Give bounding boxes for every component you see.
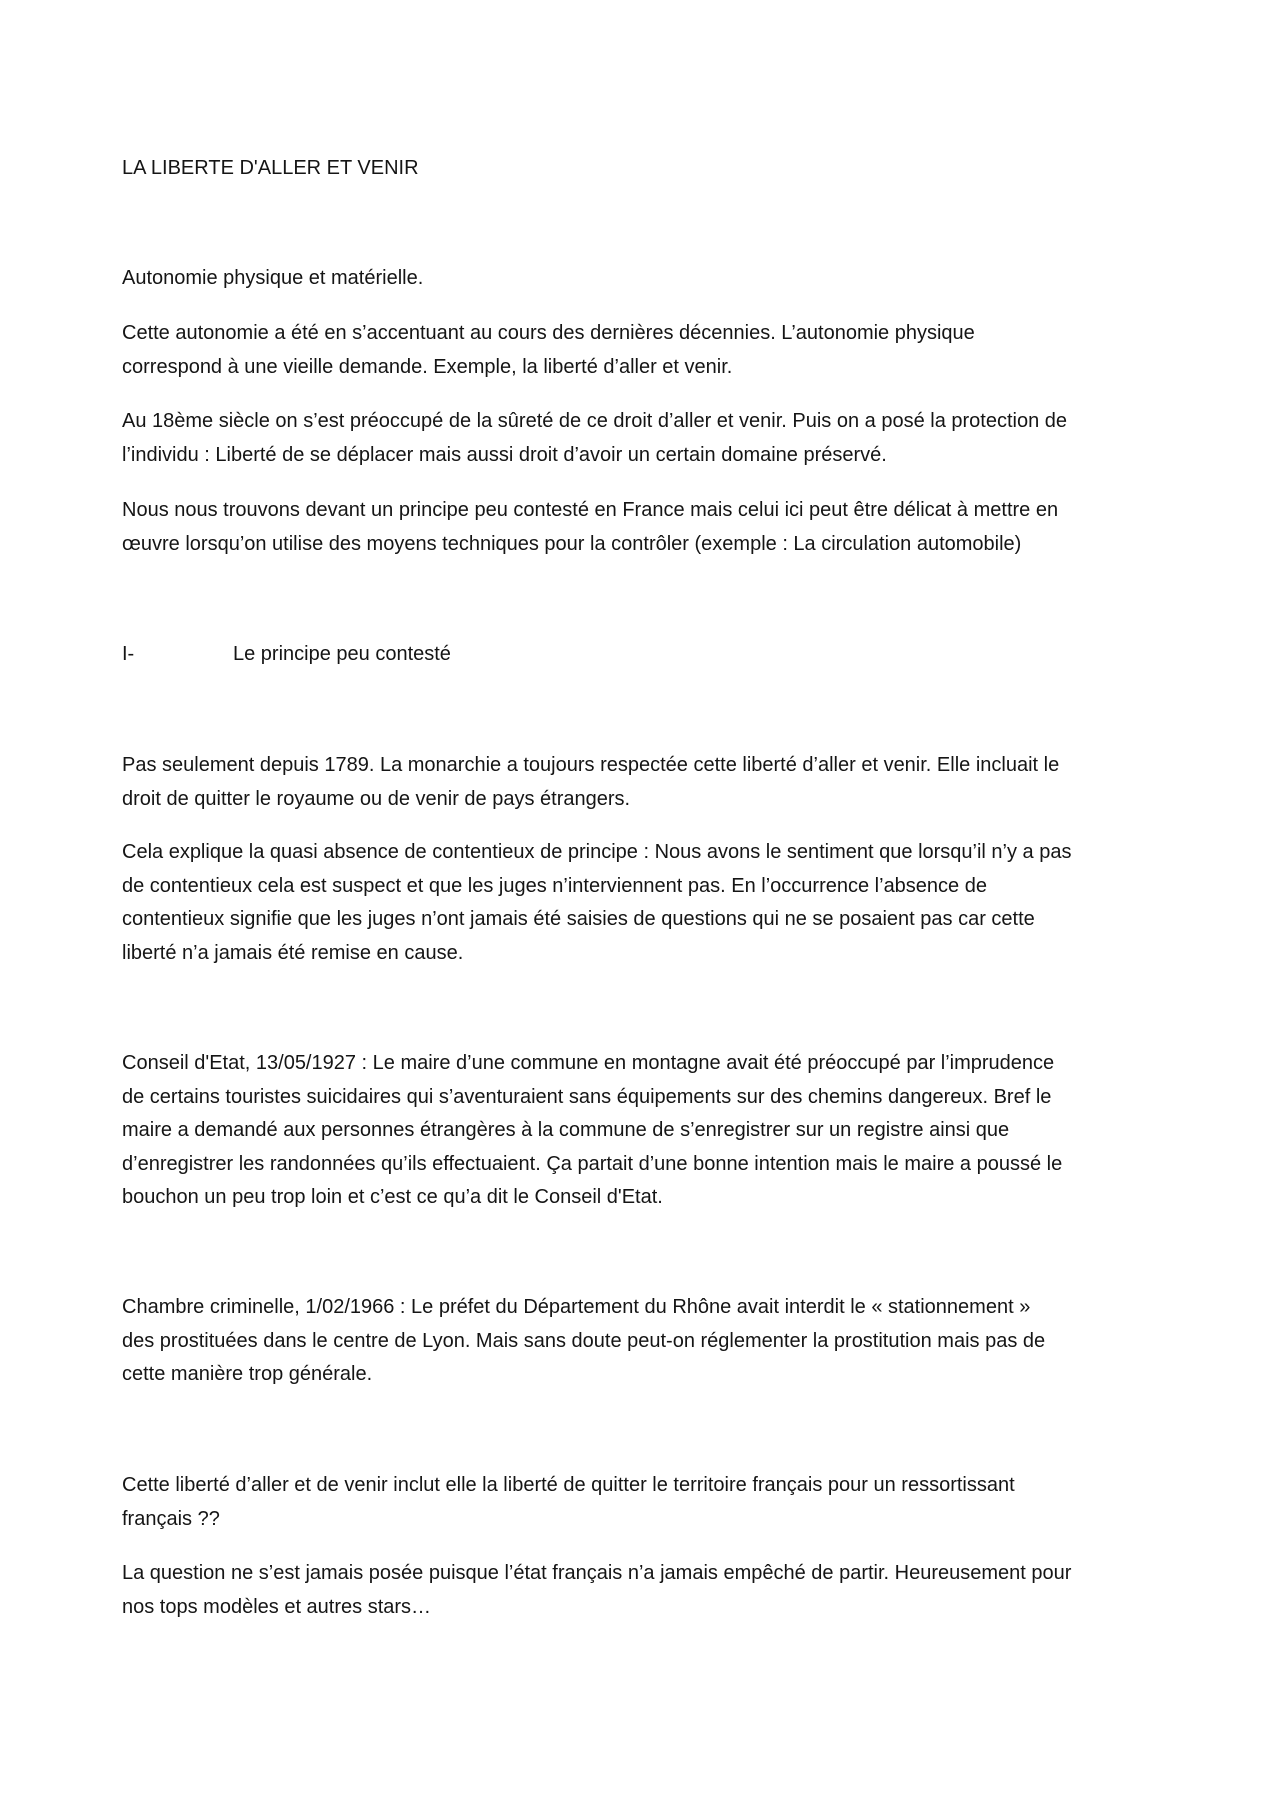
- paragraph-line: droit de quitter le royaume ou de venir de pays étrangers.: [122, 787, 631, 810]
- paragraph-line: Chambre criminelle, 1/02/1966 : Le préfet du Département du Rhône avait interdit le « stationnement »: [122, 1296, 1031, 1318]
- paragraph-line: La question ne s’est jamais posée puisque l’état français n’a jamais empêché de partir. Heureusement pour: [122, 1562, 1072, 1584]
- section-heading: [122, 638, 1232, 672]
- paragraph-9: [122, 1557, 1232, 1624]
- paragraph-line: correspond à une vieille demande. Exemple, la liberté d’aller et venir.: [122, 355, 733, 378]
- paragraph-2: [122, 405, 1232, 472]
- paragraph-line: de certains touristes suicidaires qui s’aventuraient sans équipements sur des chemins dangereux. Bref le: [122, 1085, 1052, 1108]
- paragraph-line: Nous nous trouvons devant un principe peu contesté en France mais celui ici peut être délicat à mettre en: [122, 499, 1059, 521]
- paragraph-line: Au 18ème siècle on s’est préoccupé de la sûreté de ce droit d’aller et venir. Puis on a posé la protection de: [122, 410, 1068, 432]
- paragraph-line: l’individu : Liberté de se déplacer mais aussi droit d’avoir un certain domaine préservé.: [122, 443, 887, 466]
- heading-text: Autonomie physique et matérielle.: [122, 267, 424, 289]
- paragraph-line: contentieux signifie que les juges n’ont jamais été saisies de questions qui ne se posaient pas car cette: [122, 908, 1035, 931]
- paragraph-line: bouchon un peu trop loin et c’est ce qu’a dit le Conseil d'Etat.: [122, 1186, 663, 1209]
- title-text: LA LIBERTE D'ALLER ET VENIR: [122, 157, 419, 179]
- paragraph-line: d’enregistrer les randonnées qu’ils effectuaient. Ça partait d’une bonne intention mais le maire a poussé le: [122, 1152, 1063, 1175]
- paragraph-line: maire a demandé aux personnes étrangères à la commune de s’enregistrer sur un registre ainsi que: [122, 1119, 1010, 1142]
- section-title: Le principe peu contesté: [233, 643, 451, 665]
- paragraph-line: œuvre lorsqu’on utilise des moyens techniques pour la contrôler (exemple : La circulation automobile): [122, 532, 1022, 555]
- intro-heading: [122, 262, 1232, 296]
- section-number: I-: [122, 643, 135, 665]
- paragraph-line: français ??: [122, 1507, 220, 1530]
- paragraph-line: Cette autonomie a été en s’accentuant au cours des dernières décennies. L’autonomie physique: [122, 322, 975, 344]
- paragraph-line: nos tops modèles et autres stars…: [122, 1595, 432, 1618]
- paragraph-8: [122, 1469, 1232, 1536]
- paragraph-5: [122, 836, 1232, 970]
- document-title: [122, 152, 1232, 186]
- paragraph-line: de contentieux cela est suspect et que les juges n’interviennent pas. En l’occurrence l’absence de: [122, 874, 987, 897]
- paragraph-3: [122, 494, 1232, 561]
- paragraph-line: Conseil d'Etat, 13/05/1927 : Le maire d’une commune en montagne avait été préoccupé par l’imprudence: [122, 1052, 1055, 1074]
- paragraph-4: [122, 749, 1232, 816]
- paragraph-line: des prostituées dans le centre de Lyon. Mais sans doute peut-on réglementer la prostitution mais pas de: [122, 1329, 1046, 1352]
- paragraph-line: cette manière trop générale.: [122, 1363, 373, 1386]
- paragraph-7: [122, 1291, 1232, 1392]
- paragraph-line: Pas seulement depuis 1789. La monarchie a toujours respectée cette liberté d’aller et venir. Elle incluait le: [122, 754, 1060, 776]
- paragraph-line: liberté n’a jamais été remise en cause.: [122, 941, 464, 964]
- paragraph-6: [122, 1047, 1232, 1215]
- paragraph-line: Cette liberté d’aller et de venir inclut elle la liberté de quitter le territoire français pour un ressortissant: [122, 1474, 1015, 1496]
- paragraph-line: Cela explique la quasi absence de contentieux de principe : Nous avons le sentiment que lorsqu’il n’y a pas: [122, 841, 1072, 863]
- paragraph-1: [122, 317, 1232, 384]
